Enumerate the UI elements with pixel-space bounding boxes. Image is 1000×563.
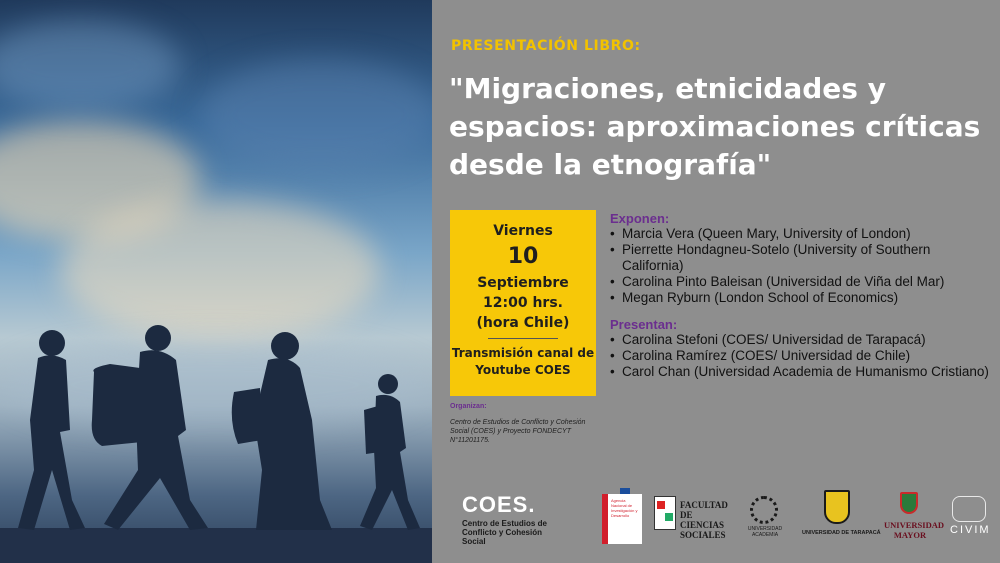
coes-logo xyxy=(462,488,592,548)
houses-icon xyxy=(952,496,986,522)
anid-text: Agencia Nacional de Investigación y Desarrollo xyxy=(611,498,638,518)
list-item: • Pierrette Hondagneu-Sotelo (University of Southern California) xyxy=(610,242,995,274)
civim-text: CIVIM xyxy=(950,524,991,536)
divider xyxy=(488,338,558,339)
list-item: • Carolina Stefoni (COES/ Universidad de Tarapacá) xyxy=(610,332,995,348)
list-item: • Carol Chan (Universidad Academia de Humanismo Cristiano) xyxy=(610,364,995,380)
list-item: • Carolina Pinto Baleisan (Universidad de Viña del Mar) xyxy=(610,274,995,290)
mayor-logo xyxy=(884,488,944,548)
sun-icon xyxy=(750,496,778,524)
tarapaca-logo xyxy=(802,488,881,548)
presentan-section xyxy=(610,317,995,380)
organizan-text: Centro de Estudios de Conflicto y Cohesión Social (COES) y Proyecto FONDECYT N°11201175. xyxy=(450,419,586,444)
walking-people-silhouettes xyxy=(0,0,432,563)
academia-text: UNIVERSIDAD ACADEMIA xyxy=(747,526,783,538)
migrants-silhouette-photo xyxy=(0,0,432,563)
anid-logo xyxy=(602,488,648,548)
info-panel xyxy=(432,0,1000,563)
presentan-label: Presentan: xyxy=(610,317,678,332)
shield-icon xyxy=(824,490,850,524)
mayor-text: UNIVERSIDAD MAYOR xyxy=(884,520,944,540)
presentan-list xyxy=(610,332,995,380)
organizers xyxy=(450,403,605,445)
event-date: 10 xyxy=(507,244,539,269)
event-day: Viernes xyxy=(493,223,553,239)
event-timezone: (hora Chile) xyxy=(476,315,570,331)
shield-icon xyxy=(654,496,676,530)
academia-logo xyxy=(746,488,790,548)
civim-logo xyxy=(946,488,992,548)
list-item: • Marcia Vera (Queen Mary, University of London) xyxy=(610,226,995,242)
event-date-box xyxy=(450,210,596,396)
event-time: 12:00 hrs. xyxy=(483,295,563,311)
event-kicker: PRESENTACIÓN LIBRO: xyxy=(451,38,641,54)
coes-wordmark: COES. xyxy=(462,492,536,517)
event-month: Septiembre xyxy=(477,275,569,291)
sponsor-logos xyxy=(462,488,992,548)
facso-logo xyxy=(654,488,738,548)
exponen-label: Exponen: xyxy=(610,211,670,226)
event-channel: Transmisión canal de Youtube COES xyxy=(451,346,595,377)
exponen-section xyxy=(610,211,995,306)
tarapaca-text: UNIVERSIDAD DE TARAPACÁ xyxy=(802,530,881,536)
organizan-label: Organizan: xyxy=(450,403,487,410)
book-title: "Migraciones, etnicidades y espacios: aproximaciones críticas desde la etnografía" xyxy=(449,72,981,181)
coes-subtitle: Centro de Estudios de Conflicto y Cohesión Social xyxy=(462,519,547,546)
facso-text: FACULTAD DE CIENCIAS SOCIALES xyxy=(680,500,728,540)
list-item: • Carolina Ramírez (COES/ Universidad de Chile) xyxy=(610,348,995,364)
shield-icon xyxy=(900,492,918,514)
list-item: • Megan Ryburn (London School of Economics) xyxy=(610,290,995,306)
exponen-list xyxy=(610,226,995,306)
